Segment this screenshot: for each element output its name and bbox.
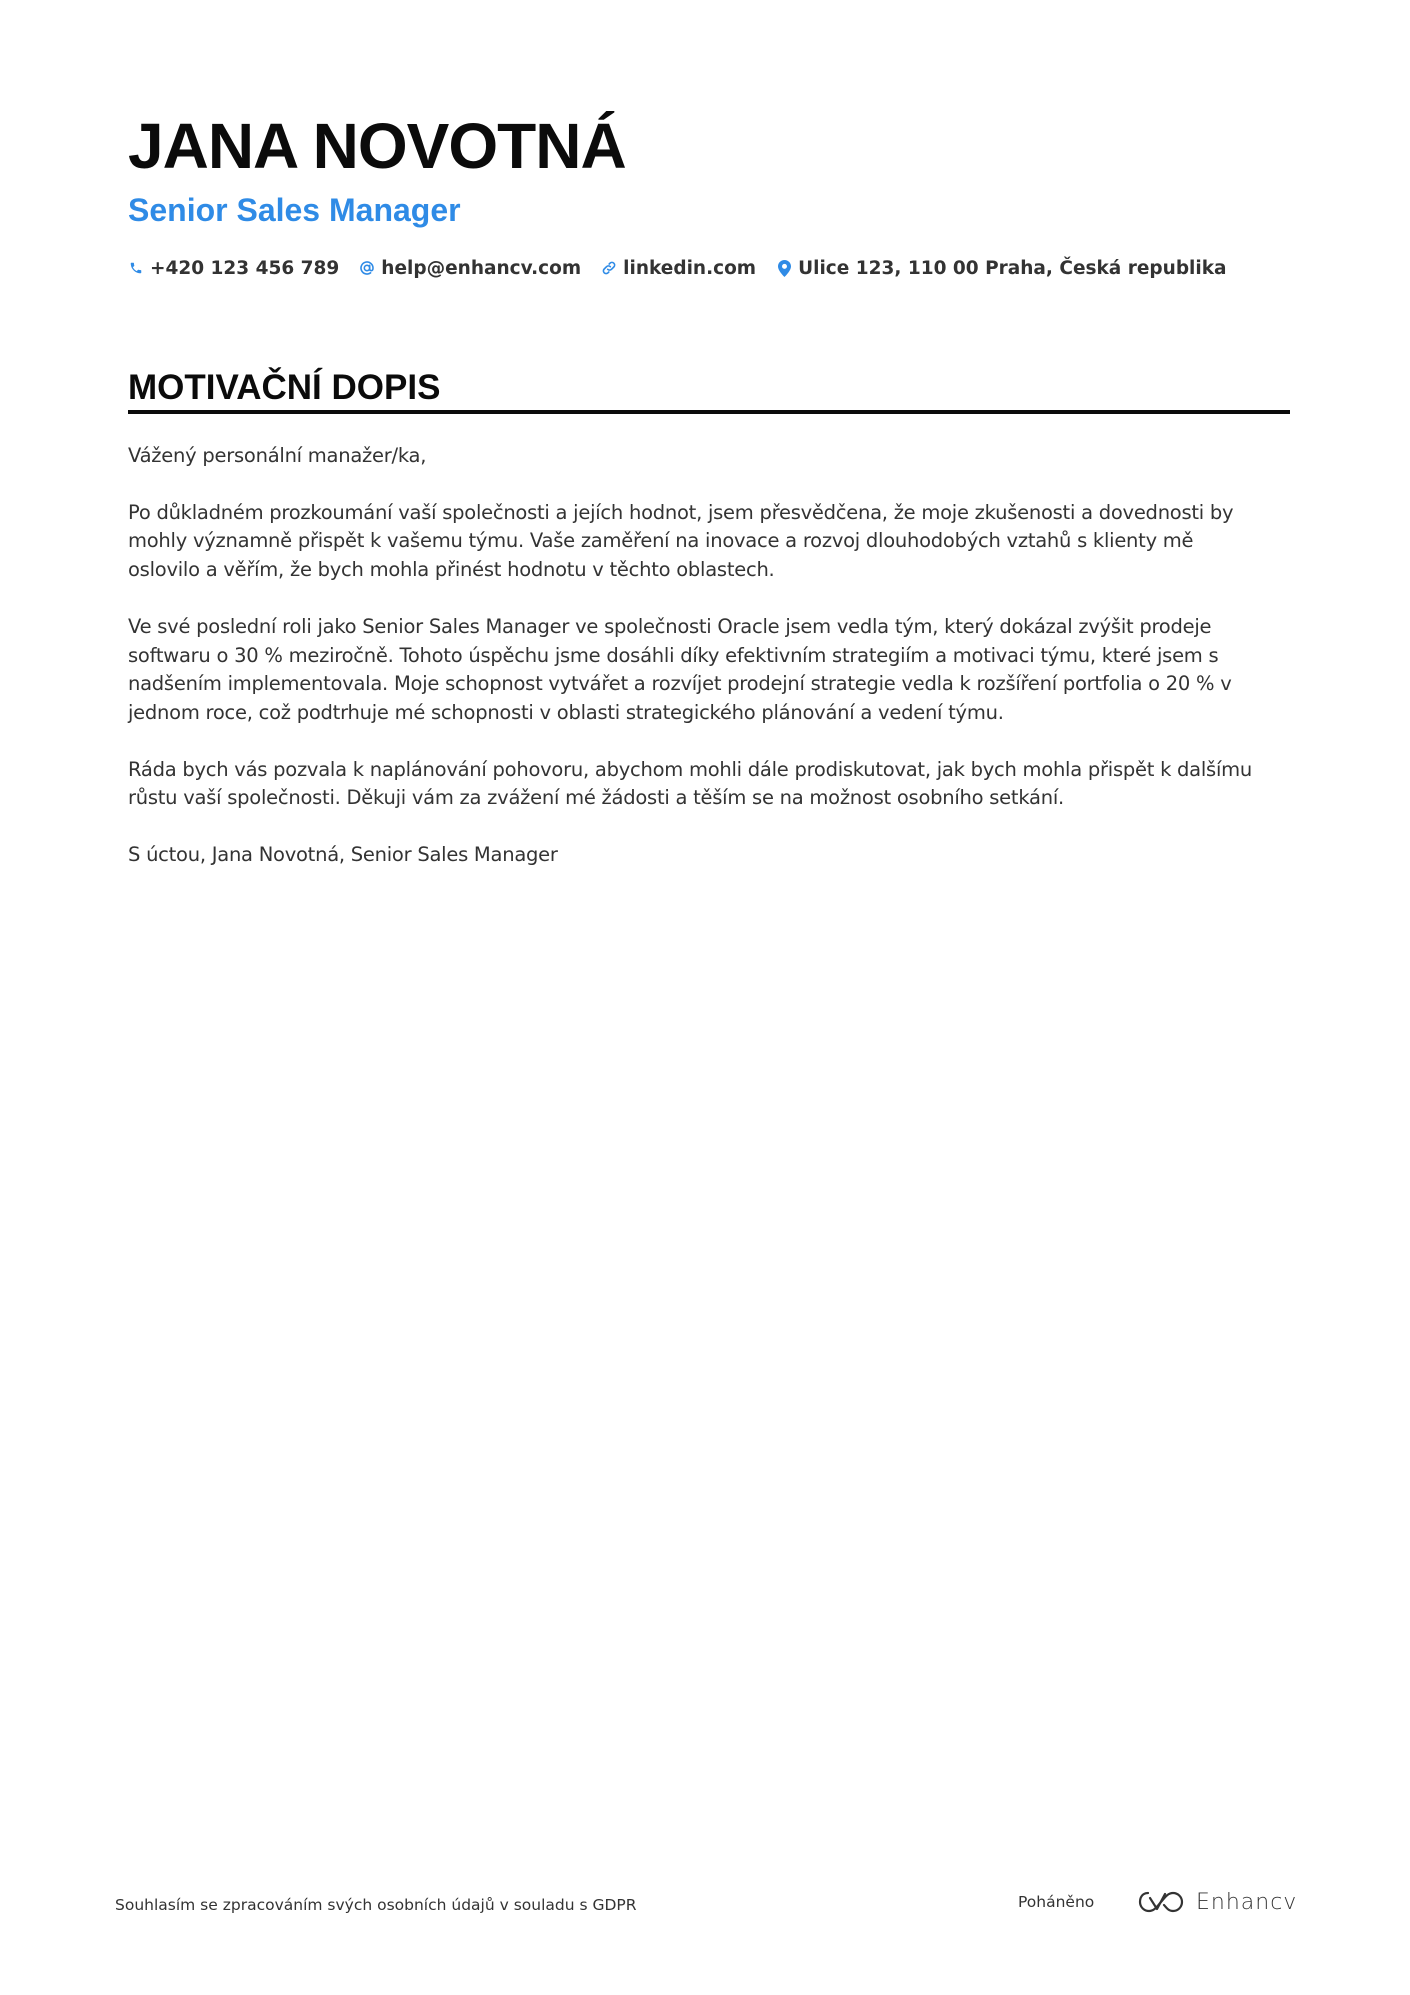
link-icon xyxy=(601,259,617,277)
email-text: help@enhancv.com xyxy=(381,257,582,279)
letter-closing xyxy=(128,841,1298,870)
section-title: MOTIVAČNÍ DOPIS xyxy=(128,368,441,407)
powered-by-label: Poháněno xyxy=(1018,1893,1095,1911)
paragraph-line: Ve své poslední roli jako Senior Sales Manager ve společnosti Oracle jsem vedla tým, který dokázal zvýšit prodeje xyxy=(128,614,1212,638)
letter-paragraph-2 xyxy=(128,613,1298,728)
contact-phone[interactable] xyxy=(128,258,339,279)
address-text: Ulice 123, 110 00 Praha, Česká republika xyxy=(798,257,1227,279)
candidate-name: JANA NOVOTNÁ xyxy=(128,110,626,182)
contact-linkedin[interactable] xyxy=(601,258,756,279)
enhancv-wordmark: Enhancv xyxy=(1196,1889,1298,1915)
candidate-title: Senior Sales Manager xyxy=(128,192,461,228)
contact-address xyxy=(776,258,1226,279)
section-divider xyxy=(128,410,1290,414)
closing-line: S úctou, Jana Novotná, Senior Sales Manager xyxy=(128,843,558,867)
paragraph-line: Ráda bych vás pozvala k naplánování pohovoru, abychom mohli dále prodiskutovat, jak bych mohla přispět k dalšímu xyxy=(128,757,1252,781)
linkedin-text: linkedin.com xyxy=(623,257,757,279)
enhancv-logo-icon xyxy=(1138,1889,1184,1915)
paragraph-line: růstu vaší společnosti. Děkuji vám za zvážení mé žádosti a těším se na možnost osobního setkání. xyxy=(128,786,1064,810)
letter-paragraph-3 xyxy=(128,756,1298,813)
contact-bar xyxy=(128,254,1247,282)
letter-salutation xyxy=(128,442,1298,471)
paragraph-line: softwaru o 30 % meziročně. Tohoto úspěchu jsme dosáhli díky efektivním strategiím a motivaci týmu, které jsem s xyxy=(128,643,1219,667)
salutation-line: Vážený personální manažer/ka, xyxy=(128,444,427,467)
paragraph-line: jednom roce, což podtrhuje mé schopnosti v oblasti strategického plánování a vedení týmu. xyxy=(128,700,1004,724)
phone-icon xyxy=(128,259,144,277)
letter-paragraph-1 xyxy=(128,499,1298,585)
enhancv-logo[interactable] xyxy=(1138,1888,1297,1916)
paragraph-line: mohly významně přispět k vašemu týmu. Vaše zaměření na inovace a rozvoj dlouhodobých vztahů s klienty mě xyxy=(128,529,1194,553)
letter-body xyxy=(128,442,1298,898)
contact-email[interactable] xyxy=(359,258,581,279)
paragraph-line: Po důkladném prozkoumání vaší společnosti a jejích hodnot, jsem přesvědčena, že moje zkušenosti a dovednosti by xyxy=(128,500,1234,524)
location-pin-icon xyxy=(776,259,792,277)
gdpr-consent: Souhlasím se zpracováním svých osobních údajů v souladu s GDPR xyxy=(115,1896,637,1914)
at-icon xyxy=(359,259,375,277)
paragraph-line: nadšením implementovala. Moje schopnost vytvářet a rozvíjet prodejní strategie vedla k rozšíření portfolia o 20 % v xyxy=(128,672,1232,696)
paragraph-line: oslovilo a věřím, že bych mohla přinést hodnotu v těchto oblastech. xyxy=(128,558,775,582)
phone-text: +420 123 456 789 xyxy=(150,257,340,279)
